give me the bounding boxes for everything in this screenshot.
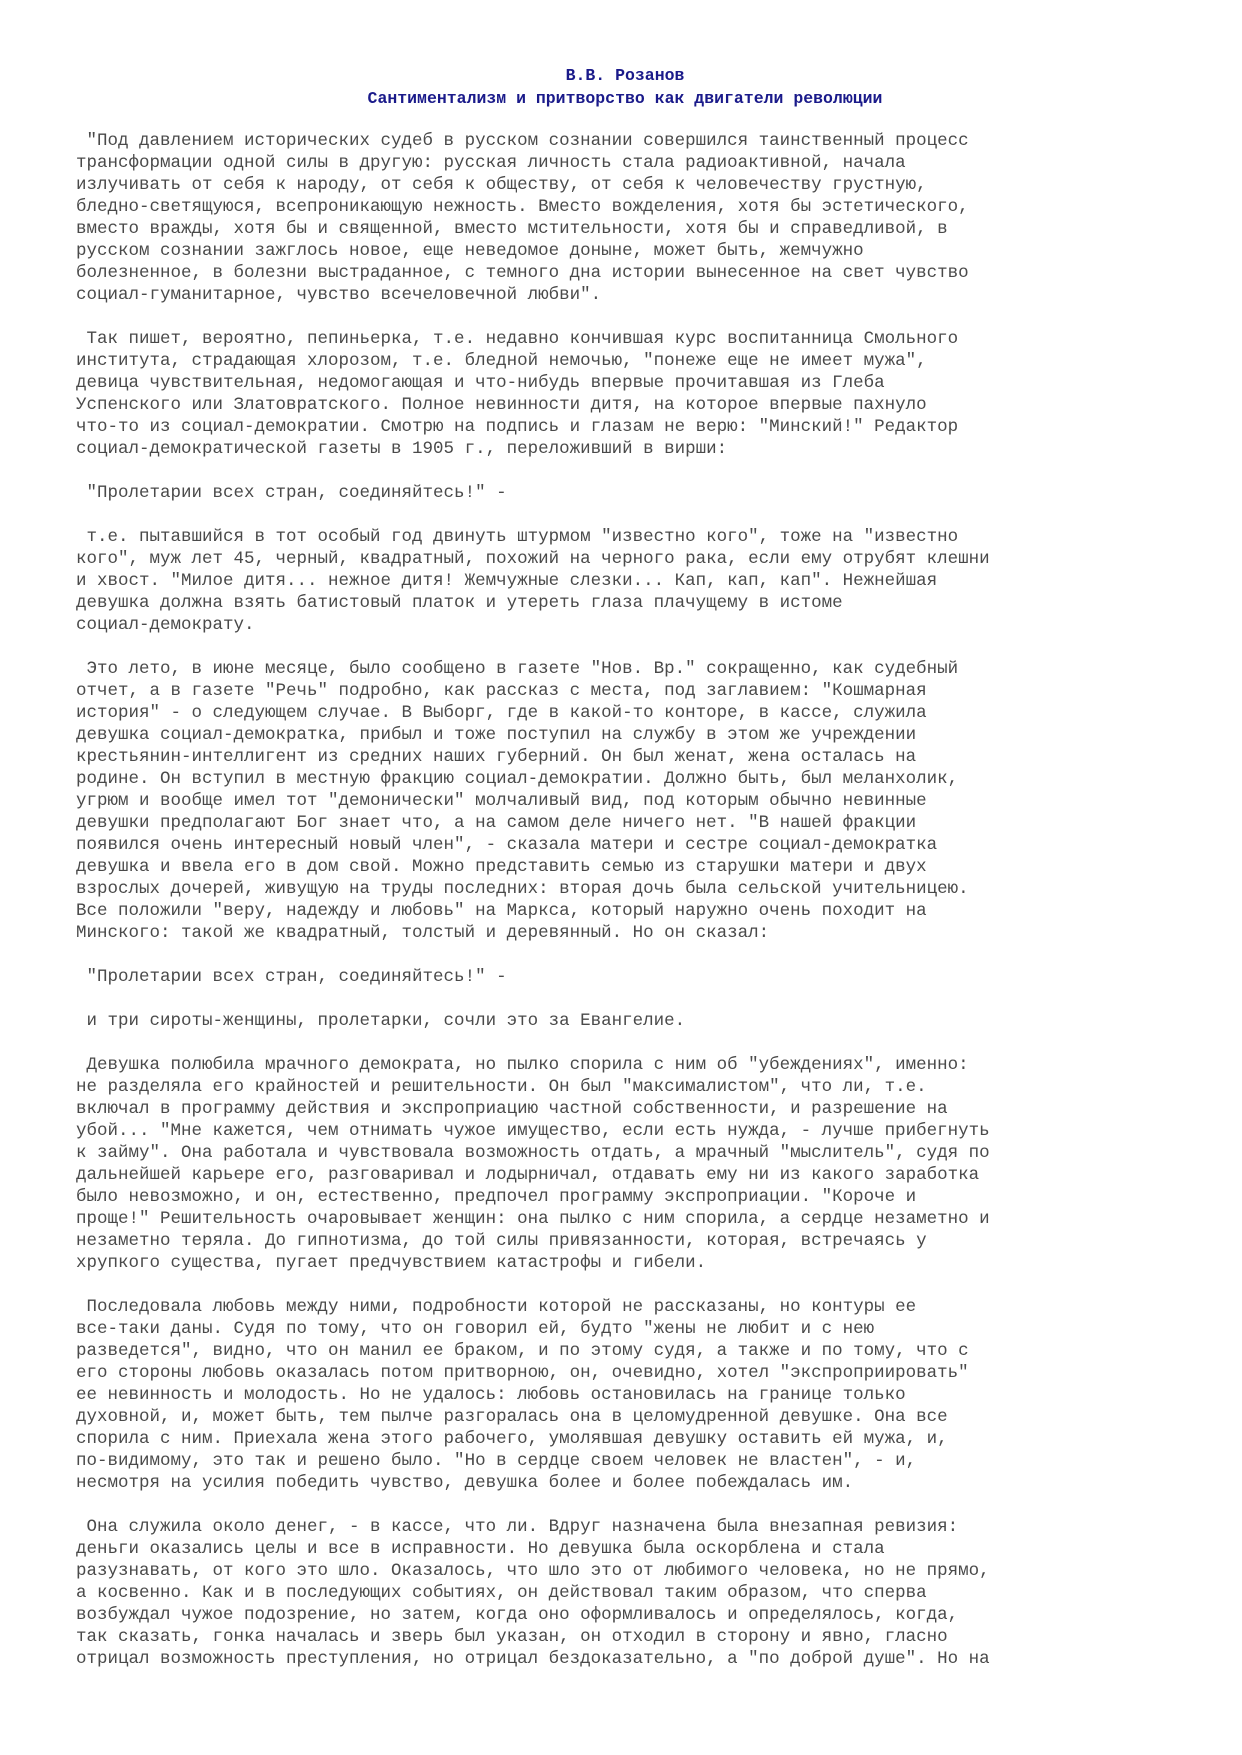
author-name: В.В. Розанов (565, 66, 685, 85)
document-body (76, 130, 1174, 1670)
paragraph: и три сироты-женщины, пролетарки, сочли это за Евангелие. (76, 1011, 686, 1031)
paragraph: Это лето, в июне месяце, было сообщено в газете "Нов. Вр." сокращенно, как судебный отчет, а в газете "Речь" подробно, как рассказ с места, под заглавием: "Кошмарная история" - о следующем случае. В Выборг, где в какой-то конторе, в кассе, служила девушка социал-демократка, прибыл и тоже поступил на службу в этом же учреждении крестьянин-интеллигент из средних наших губерний. Он был женат, жена осталась на родине. Он вступил в местную фракцию социал-демократии. Должно быть, был меланхолик, угрюм и вообще имел тот "демонически" молчаливый вид, под которым обычно невинные девушки предполагают Бог знает что, а на самом деле ничего нет. "В нашей фракции появился очень интересный новый член", - сказала матери и сестре социал-демократка девушка и ввела его в дом свой. Можно представить семью из старушки матери и двух взрослых дочерей, живущую на труды последних: вторая дочь была сельской учительницею. Все положили "веру, надежду и любовь" на Маркса, который наружно очень походит на Минского: такой же квадратный, толстый и деревянный. Но он сказал: (76, 659, 969, 943)
paragraph: "Пролетарии всех стран, соединяйтесь!" - (76, 967, 507, 987)
paragraph: Она служила около денег, - в кассе, что ли. Вдруг назначена была внезапная ревизия: деньги оказались целы и все в исправности. Но девушка была оскорблена и стала разузнавать, от кого это шло. Оказалось, что шло это от любимого человека, но не прямо, а косвенно. Как и в последующих событиях, он действовал таким образом, что сперва возбуждал чужое подозрение, но затем, когда оно оформливалось и определялось, когда, так сказать, гонка началась и зверь был указан, он отходил в сторону и явно, гласно отрицал возможность преступления, но отрицал бездоказательно, а "по доброй душе". Но на (76, 1517, 990, 1669)
paragraph: Последовала любовь между ними, подробности которой не рассказаны, но контуры ее все-таки даны. Судя по тому, что он говорил ей, будто "жены не любит и с нею разведется", видно, что он манил ее браком, и по этому судя, а также и по тому, что с его стороны любовь оказалась потом притворною, он, очевидно, хотел "экспроприировать" ее невинность и молодость. Но не удалось: любовь остановилась на границе только духовной, и, может быть, тем пылче разгоралась она в целомудренной девушке. Она все спорила с ним. Приехала жена этого рабочего, умолявшая девушку оставить ей мужа, и, по-видимому, это так и решено было. "Но в сердце своем человек не властен", - и, несмотря на усилия победить чувство, девушка более и более побеждалась им. (76, 1297, 969, 1493)
paragraph: Так пишет, вероятно, пепиньерка, т.е. недавно кончившая курс воспитанница Смольного института, страдающая хлорозом, т.е. бледной немочью, "понеже еще не имеет мужа", девица чувствительная, недомогающая и что-нибудь впервые прочитавшая из Глеба Успенского или Златовратского. Полное невинности дитя, на которое впервые пахнуло что-то из социал-демократии. Смотрю на подпись и глазам не верю: "Минский!" Редактор социал-демократической газеты в 1905 г., переложивший в вирши: (76, 329, 959, 459)
paragraph: "Пролетарии всех стран, соединяйтесь!" - (76, 483, 507, 503)
document-page (76, 64, 1174, 1692)
paragraph: т.е. пытавшийся в тот особый год двинуть штурмом "известно кого", тоже на "известно кого", муж лет 45, черный, квадратный, похожий на черного рака, если ему отрубят клешни и хвост. "Милое дитя... нежное дитя! Жемчужные слезки... Кап, кап, кап". Нежнейшая девушка должна взять батистовый платок и утереть глаза плачущему в истоме социал-демократу. (76, 527, 990, 635)
paragraph: Девушка полюбила мрачного демократа, но пылко спорила с ним об "убеждениях", именно: не разделяла его крайностей и решительности. Он был "максималистом", что ли, т.е. включал в программу действия и экспроприацию частной собственности, и разрешение на убой... "Мне кажется, чем отнимать чужое имущество, если есть нужда, - лучше прибегнуть к займу". Она работала и чувствовала возможность отдать, а мрачный "мыслитель", судя по дальнейшей карьере его, разговаривал и лодырничал, отдавать ему ни из какого заработка было невозможно, и он, естественно, предпочел программу экспроприации. "Короче и проще!" Решительность очаровывает женщин: она пылко с ним спорила, а сердце незаметно и незаметно теряла. До гипнотизма, до той силы привязанности, которая, встречаясь у хрупкого существа, пугает предчувствием катастрофы и гибели. (76, 1055, 990, 1273)
document-title: Сантиментализм и притворство как двигатели революции (367, 89, 883, 108)
document-header (76, 64, 1174, 110)
paragraph: "Под давлением исторических судеб в русском сознании совершился таинственный процесс трансформации одной силы в другую: русская личность стала радиоактивной, начала излучивать от себя к народу, от себя к обществу, от себя к человечеству грустную, бледно-светящуюся, всепроникающую нежность. Вместо вожделения, хотя бы эстетического, вместо вражды, хотя бы и священной, вместо мстительности, хотя бы и справедливой, в русском сознании зажглось новое, еще неведомое доныне, может быть, жемчужно болезненное, в болезни выстраданное, с темного дна истории вынесенное на свет чувство социал-гуманитарное, чувство всечеловечной любви". (76, 131, 969, 305)
